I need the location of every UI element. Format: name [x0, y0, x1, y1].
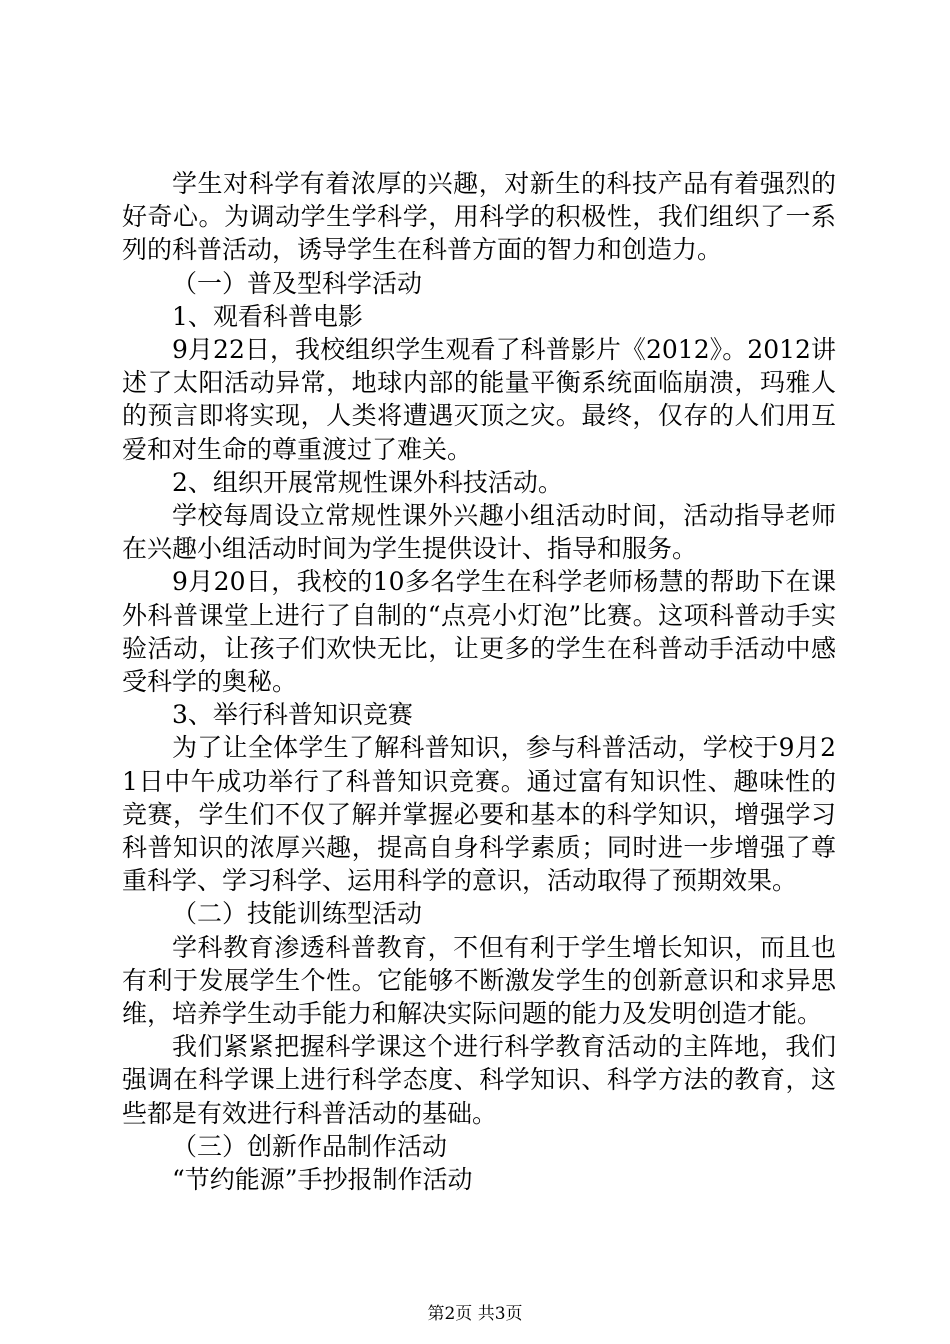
subsection-heading-2: 2、组织开展常规性课外科技活动。	[172, 467, 563, 497]
paragraph-weekly-groups: 学校每周设立常规性课外兴趣小组活动时间，活动指导老师在兴趣小组活动时间为学生提供设计、指导和服务。	[122, 501, 836, 564]
paragraph-science-class: 我们紧紧把握科学课这个进行科学教育活动的主阵地，我们强调在科学课上进行科学态度、科学知识、科学方法的教育，这些都是有效进行科普活动的基础。	[122, 1032, 836, 1128]
section-heading-3: （三）创新作品制作活动	[172, 1131, 448, 1161]
page-footer: 第2页 共3页	[427, 1304, 523, 1324]
section-heading-1: （一）普及型科学活动	[172, 268, 423, 298]
paragraph-poster: “节约能源”手抄报制作活动	[172, 1165, 473, 1195]
paragraph-intro: 学生对科学有着浓厚的兴趣，对新生的科技产品有着强烈的好奇心。为调动学生学科学，用科学的积极性，我们组织了一系列的科普活动，诱导学生在科普方面的智力和创造力。	[122, 169, 836, 265]
paragraph-skills: 学科教育渗透科普教育，不但有利于学生增长知识，而且也有利于发展学生个性。它能够不断激发学生的创新意识和求异思维，培养学生动手能力和解决实际问题的能力及发明创造才能。	[122, 932, 836, 1029]
paragraph-movie: 9月22日，我校组织学生观看了科普影片《2012》。2012讲述了太阳活动异常，地球内部的能量平衡系统面临崩溃，玛雅人的预言即将实现，人类将遭遇灭顶之灾。最终，仅存的人们用互爱和对生命的尊重渡过了难关。	[122, 335, 836, 464]
section-heading-2: （二）技能训练型活动	[172, 899, 423, 929]
paragraph-quiz: 为了让全体学生了解科普知识，参与科普活动，学校于9月21日中午成功举行了科普知识竞赛。通过富有知识性、趣味性的竞赛，学生们不仅了解并掌握必要和基本的科学知识，增强学习科普知识的浓厚兴趣，提高自身科学素质；同时进一步增强了尊重科学、学习科学、运用科学的意识，活动取得了预期效果。	[122, 733, 836, 896]
paragraph-light-bulb: 9月20日，我校的10多名学生在科学老师杨慧的帮助下在课外科普课堂上进行了自制的“点亮小灯泡”比赛。这项科普动手实验活动，让孩子们欢快无比，让更多的学生在科普动手活动中感受科学的奥秘。	[122, 567, 836, 697]
document-body	[122, 167, 836, 1196]
subsection-heading-1: 1、观看科普电影	[172, 301, 363, 331]
subsection-heading-3: 3、举行科普知识竞赛	[172, 700, 413, 730]
